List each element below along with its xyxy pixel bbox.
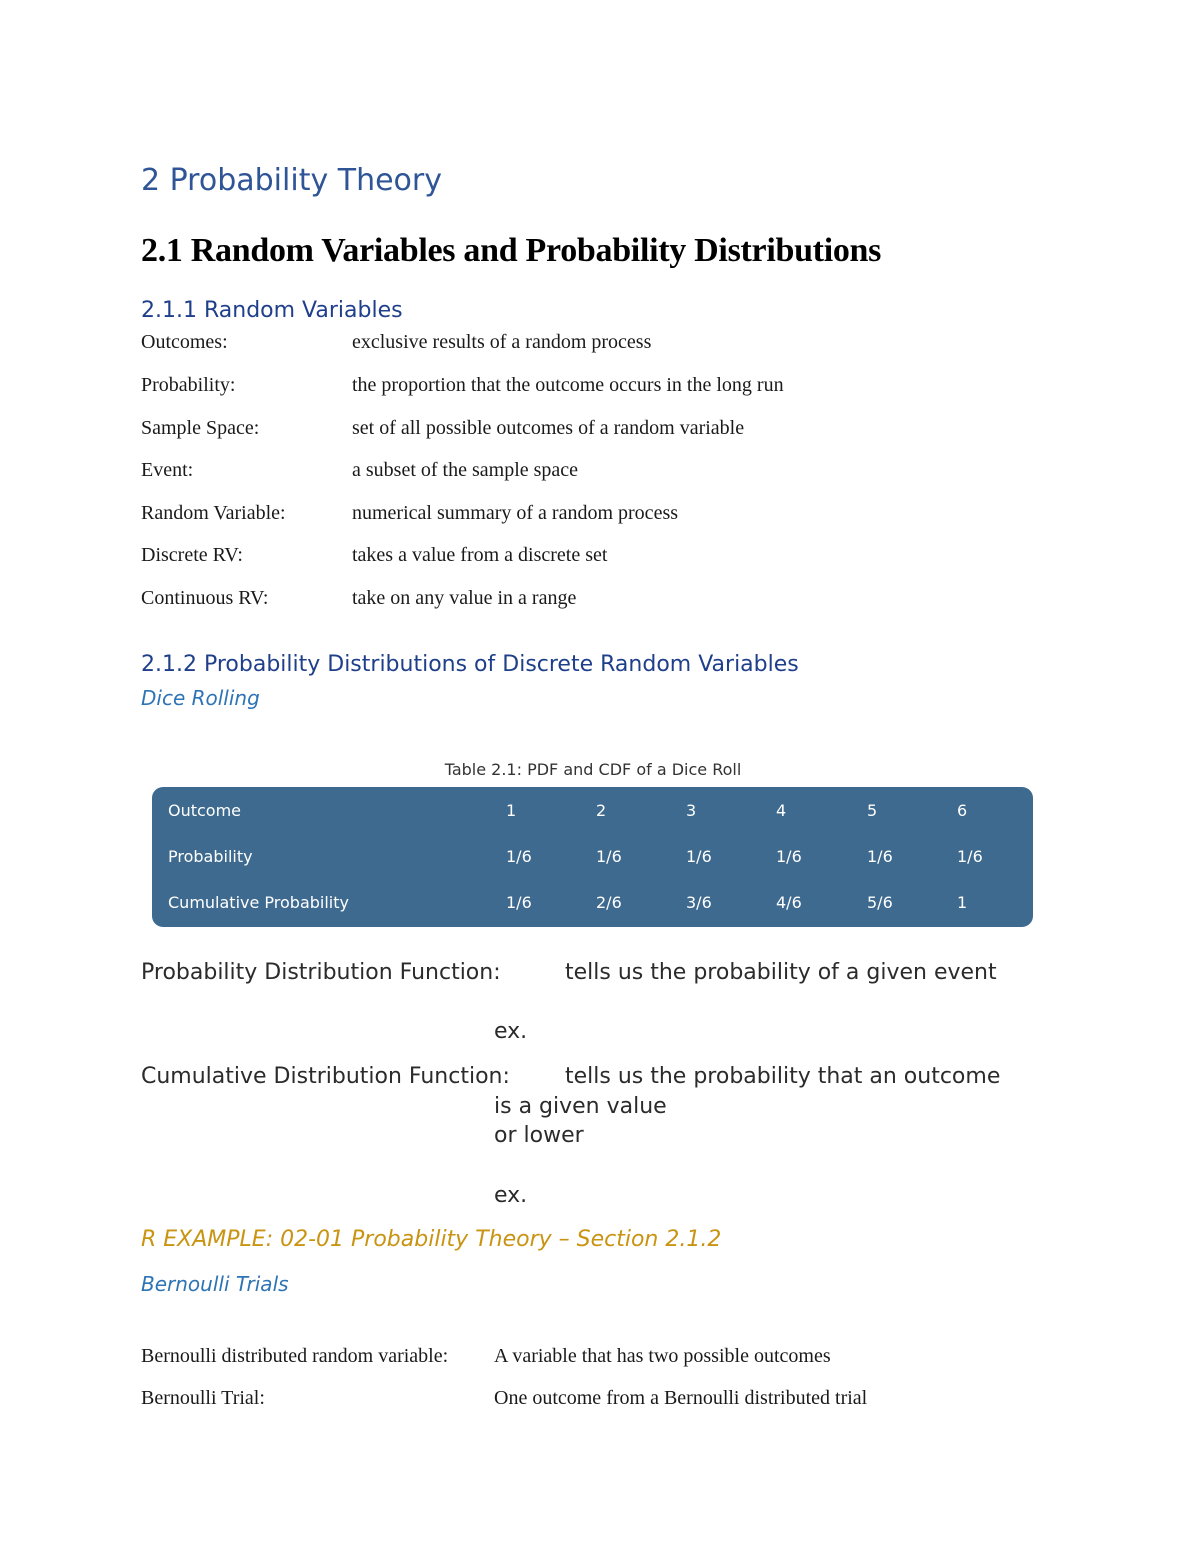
table-cell: 2 <box>596 801 607 820</box>
table-cell: 1 <box>957 893 968 912</box>
definition-term: Continuous RV: <box>141 587 269 609</box>
table-cell: 1/6 <box>776 847 802 866</box>
definition-text: set of all possible outcomes of a random variable <box>352 417 745 439</box>
table-cell: 5 <box>867 801 878 820</box>
definition-term: Probability: <box>141 374 236 396</box>
table-cell: 6 <box>957 801 968 820</box>
table-cell: 1/6 <box>686 847 712 866</box>
table-cell: 5/6 <box>867 893 893 912</box>
table-cell: 1/6 <box>506 893 532 912</box>
table-cell: 1 <box>506 801 517 820</box>
row-label: Probability <box>168 847 253 866</box>
row-label: Cumulative Probability <box>168 893 349 912</box>
table-cell: 4 <box>776 801 787 820</box>
table-cell: 3 <box>686 801 697 820</box>
definition-text: numerical summary of a random process <box>352 502 679 524</box>
cdf-definition-line: or lower <box>494 1123 584 1148</box>
subsection-title-discrete-distributions: 2.1.2 Probability Distributions of Discrete Random Variables <box>141 652 799 677</box>
row-label: Outcome <box>168 801 242 820</box>
table-cell: 4/6 <box>776 893 802 912</box>
pdf-example: ex. <box>494 1019 528 1044</box>
section-title: 2.1 Random Variables and Probability Distributions <box>141 232 882 269</box>
table-row <box>152 834 1033 880</box>
definition-text: A variable that has two possible outcomes <box>494 1345 831 1367</box>
table-cell: 2/6 <box>596 893 622 912</box>
definition-term: Event: <box>141 459 194 481</box>
subheading-bernoulli-trials: Bernoulli Trials <box>141 1272 289 1296</box>
definition-term: Sample Space: <box>141 417 260 439</box>
table-row <box>152 880 1033 926</box>
table-cell: 1/6 <box>957 847 983 866</box>
table-cell: 3/6 <box>686 893 712 912</box>
cdf-example: ex. <box>494 1183 528 1208</box>
definition-text: take on any value in a range <box>352 587 577 609</box>
table-caption: Table 2.1: PDF and CDF of a Dice Roll <box>444 760 742 779</box>
table-cell: 1/6 <box>867 847 893 866</box>
dice-roll-table <box>152 787 1033 927</box>
definition-term: Random Variable: <box>141 502 286 524</box>
definition-term: Discrete RV: <box>141 544 243 566</box>
table-cell: 1/6 <box>506 847 532 866</box>
r-example-link[interactable]: R EXAMPLE: 02-01 Probability Theory – Section 2.1.2 <box>141 1227 722 1252</box>
subsection-title-random-variables: 2.1.1 Random Variables <box>141 298 403 323</box>
cdf-definition-line: is a given value <box>494 1094 667 1119</box>
definition-term: Bernoulli distributed random variable: <box>141 1345 449 1367</box>
cdf-term: Cumulative Distribution Function: <box>141 1064 510 1089</box>
pdf-definition: tells us the probability of a given event <box>565 960 997 985</box>
pdf-term: Probability Distribution Function: <box>141 960 501 985</box>
table-row <box>152 788 1033 834</box>
definition-text: exclusive results of a random process <box>352 331 652 353</box>
definition-text: the proportion that the outcome occurs in the long run <box>352 374 784 396</box>
definition-text: One outcome from a Bernoulli distributed trial <box>494 1387 868 1409</box>
definition-term: Bernoulli Trial: <box>141 1387 265 1409</box>
cdf-definition-line: tells us the probability that an outcome <box>565 1064 1001 1089</box>
table-cell: 1/6 <box>596 847 622 866</box>
definition-text: takes a value from a discrete set <box>352 544 608 566</box>
definition-text: a subset of the sample space <box>352 459 579 481</box>
subheading-dice-rolling: Dice Rolling <box>141 686 260 710</box>
definition-term: Outcomes: <box>141 331 228 353</box>
chapter-title: 2 Probability Theory <box>141 163 442 198</box>
